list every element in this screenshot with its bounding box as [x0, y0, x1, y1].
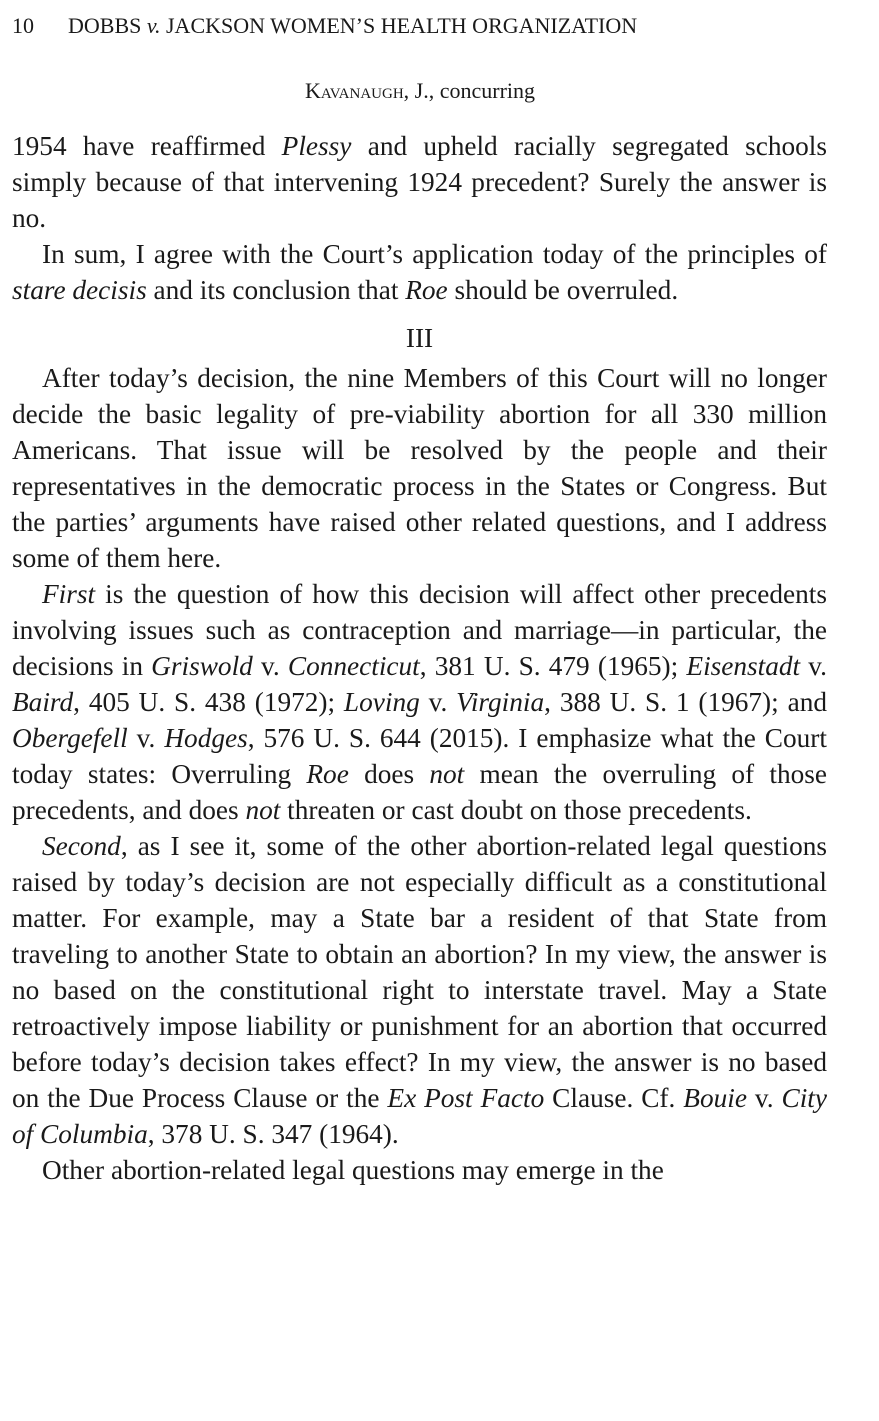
page-number: 10: [12, 13, 34, 38]
opinion-body: [12, 128, 827, 1188]
paragraph-first: First is the question of how this decision will affect other precedents involving issues such as contraception and marriage—in particular, the decisions in Griswold v. Connecticut, 381 U. S. 479 (1965); Eisenstadt v. Baird, 405 U. S. 438 (1972); Loving v. Virginia, 388 U. S. 1 (1967); and Obergefell v. Hodges, 576 U. S. 644 (2015). I emphasize what the Court today states: Overruling Roe does not mean the overruling of those precedents, and does not threaten or cast doubt on those precedents.: [12, 579, 827, 825]
paragraph-in-sum: In sum, I agree with the Court’s application today of the principles of stare decisis and its conclusion that Roe should be overruled.: [12, 239, 827, 305]
paragraph-after-decision: After today’s decision, the nine Members of this Court will no longer decide the basic legality of pre-viability abortion for all 330 million Americans. That issue will be resolved by the people and their representatives in the democratic process in the States or Congress. But the parties’ arguments have raised other related questions, and I address some of them here.: [12, 363, 827, 573]
paragraph-second: Second, as I see it, some of the other abortion-related legal questions raised by today’s decision are not especially difficult as a constitutional matter. For example, may a State bar a resident of that State from traveling to another State to obtain an abortion? In my view, the answer is no based on the constitutional right to interstate travel. May a State retroactively impose liability or punishment for an abortion that occurred before today’s decision takes effect? In my view, the answer is no based on the Due Process Clause or the Ex Post Facto Clause. Cf. Bouie v. City of Columbia, 378 U. S. 347 (1964).: [12, 831, 827, 1149]
paragraph-continued: 1954 have reaffirmed Plessy and upheld racially segregated schools simply because of that intervening 1924 precedent? Surely the answer is no.: [12, 131, 827, 233]
running-header: [12, 12, 852, 40]
running-title: DOBBS v. JACKSON WOMEN’S HEALTH ORGANIZATION: [68, 13, 638, 38]
opinion-author-line: Kavanaugh, J., concurring: [304, 78, 536, 103]
paragraph-other: Other abortion-related legal questions may emerge in the: [42, 1155, 664, 1185]
section-heading: III: [405, 323, 434, 353]
